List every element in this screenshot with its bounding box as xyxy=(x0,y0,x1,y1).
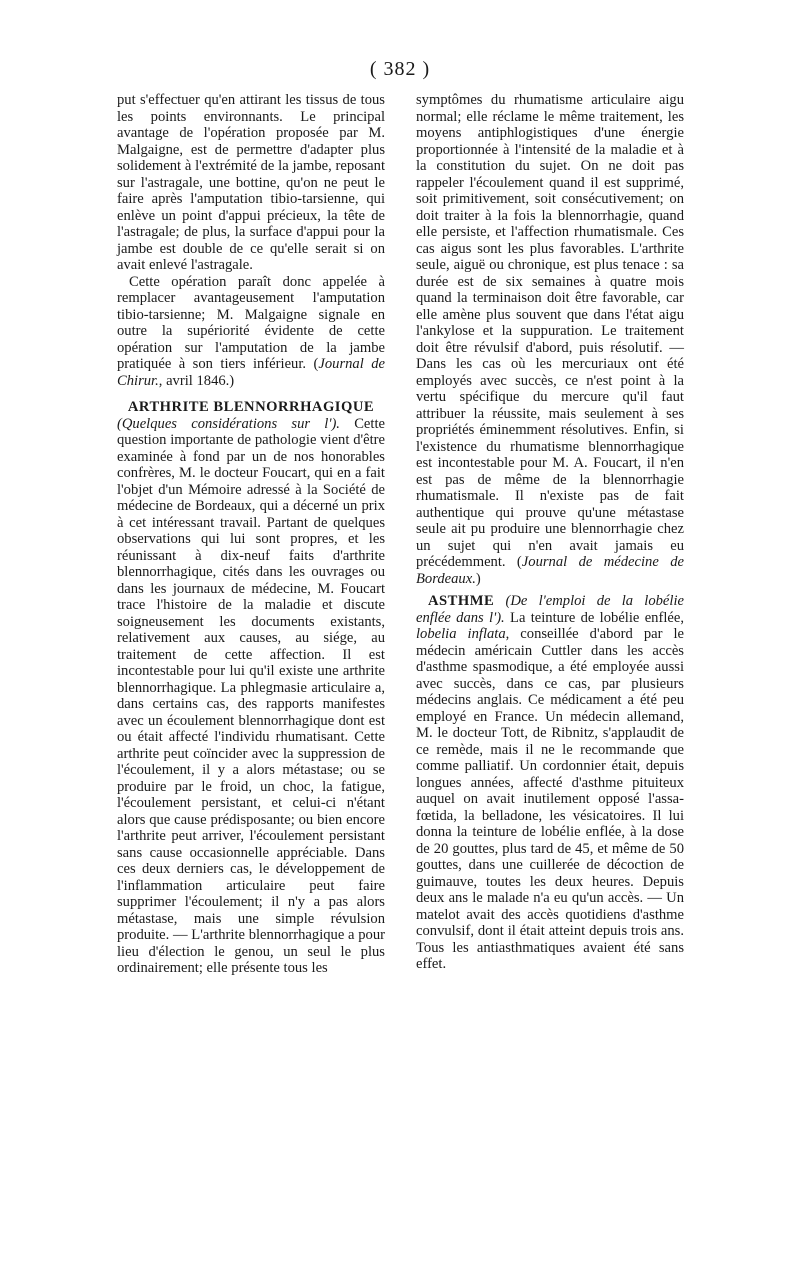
journal-citation-chirurgie: Journal de Chirur. xyxy=(117,356,385,389)
right-paragraph-2-rest: , conseillée d'abord par le médecin américain Cuttler dans les accès d'asthme spasmodique, a été employée aussi avec succès, dans ce cas, par plusieurs médecins anglais. Ce médicament a été peu employé en France. Un médecin allemand, M. le docteur Tott, de Ribnitz, s'applaudit de ce remède, mais il ne le recommande que comme palliatif. Un cordonnier était, depuis longues années, affecté d'asthme pituiteux auquel on avait inutilement opposé l'assa-fœtida, la belladone, les vésicatoires. Il lui donna la teinture de lobélie enflée, à la dose de 20 gouttes, plus tard de 45, et même de 50 gouttes, dans une cuillerée de décoction de guimauve, toutes les deux heures. Depuis deux ans le malade n'a eu qu'un accès. — Un matelot avait des accès quotidiens d'asthme convulsif, dont il était atteint depuis trois ans. Tous les antiasthmatiques avaient été sans effet. xyxy=(416,626,684,972)
left-column xyxy=(117,92,385,977)
left-paragraph-2 xyxy=(117,274,385,390)
left-paragraph-2-end: , avril 1846.) xyxy=(158,372,235,389)
journal-citation-bordeaux: Journal de médecine de Bordeaux. xyxy=(416,554,684,587)
left-paragraph-2-text: Cette opération paraît donc appelée à remplacer avantageusement l'amputation tibio-tarsienne; M. Malgaigne signale en outre la supériorité évidente de cette opération sur l'amputation de la jambe pratiquée à son tiers inférieur. ( xyxy=(117,273,385,372)
article-heading-arthrite: ARTHRITE BLENNORRHAGIQUE xyxy=(127,399,375,415)
right-paragraph-2 xyxy=(416,593,684,973)
article-heading-asthme: ASTHME xyxy=(428,593,495,609)
right-paragraph-2-text: La teinture de lobélie enflée, xyxy=(504,609,684,626)
article-subtitle-arthrite: (Quelques considérations sur l'). xyxy=(117,415,340,432)
right-paragraph-1-text: symptômes du rhumatisme articulaire aigu normal; elle réclame le même traitement, les moyens antiphlogistiques d'une énergie proportionnée à l'intensité de la maladie et à la constitution du sujet. On ne doit pas rappeler l'écoulement quand il est supprimé, soit primitivement, soit consécutivement; on doit traiter à la fois la blennorrhagie, quand elle persiste, et l'affection rhumatismale. Ces cas aigus sont les plus favorables. L'arthrite seule, aiguë ou chronique, est plus tenace : sa durée est de six semaines à quatre mois quand la terminaison doit être favorable, car elle amène plus souvent que dans l'état aigu l'ankylose et la suppuration. Le traitement doit être révulsif d'abord, puis résolutif. — Dans les cas où les mercuriaux ont été employés avec succès, ce n'est point à la vertu spécifique du mercure qu'il faut attribuer la réussite, mais seulement à ses propriétés éminemment résolutives. Enfin, si l'existence du rhumatisme blennorrhagique est incontestable pour M. A. Foucart, il n'en est pas de même de la blennorrhagie rhumatismale. Il n'existe pas de fait authentique qui prouve qu'une métastase seule ait pu produire une blennorrhagie chez un sujet qui n'en avait jamais eu précédemment. ( xyxy=(416,92,684,570)
left-paragraph-3 xyxy=(117,416,385,977)
right-paragraph-1 xyxy=(416,92,684,587)
right-paragraph-1-end: ) xyxy=(475,570,481,587)
left-paragraph-3-text: Cette question importante de pathologie vient d'être examinée à fond par un de nos honorables confrères, M. le docteur Foucart, qui en a fait l'objet d'un Mémoire adressé à la Société de médecine de Bordeaux, qui a décerné un prix à cet intéressant travail. Partant de quelques observations qui lui sont propres, et les réunissant à dix-neuf faits d'arthrite blennorrhagique, cités dans les ouvrages ou dans les journaux de médecine, M. Foucart trace l'histoire de la maladie et discute soigneusement les documents existants, relativement aux causes, au siége, au traitement de cette affection. Il est incontestable pour lui qu'il existe une arthrite blennorrhagique. La phlegmasie articulaire a, dans certains cas, des rapports manifestes avec un écoulement blennorrhagique dont est ou était affecté l'individu rhumatisant. Cette arthrite peut coïncider avec la suppression de l'écoulement, il y a alors métastase; ou se produire par le froid, un choc, la fatigue, l'écoulement persistant, et celui-ci n'étant alors que cause prédisposante; ou bien encore l'arthrite peut arriver, l'écoulement persistant sans cause occasionnelle appréciable. Dans ces deux derniers cas, le développement de l'inflammation articulaire peut faire supprimer l'écoulement; il n'y a pas alors métastase, mais une simple révulsion produite. — L'arthrite blennorrhagique a pour lieu d'élection le genou, un seul le plus ordinairement; elle présente tous les xyxy=(117,415,386,976)
right-column xyxy=(416,92,684,973)
page-number: ( 382 ) xyxy=(369,58,431,80)
left-paragraph-1: put s'effectuer qu'en attirant les tissus de tous les points environnants. Le principal avantage de l'opération proposée par M. Malgaigne, est de permettre d'adapter plus solidement à l'extrémité de la jambe, reposant sur l'astragale, une bottine, qu'on ne peut le faire après l'amputation tibio-tarsienne, qui enlève un point d'appui précieux, la tête de l'astragale; de plus, la surface d'appui pour la jambe est double de ce qu'elle serait si on avait enlevé l'astragale. xyxy=(117,92,385,273)
article-subtitle-asthme: (De l'emploi de la lobélie enflée dans l'). xyxy=(416,593,684,626)
latin-name-lobelia: lobelia inflata xyxy=(416,626,506,642)
